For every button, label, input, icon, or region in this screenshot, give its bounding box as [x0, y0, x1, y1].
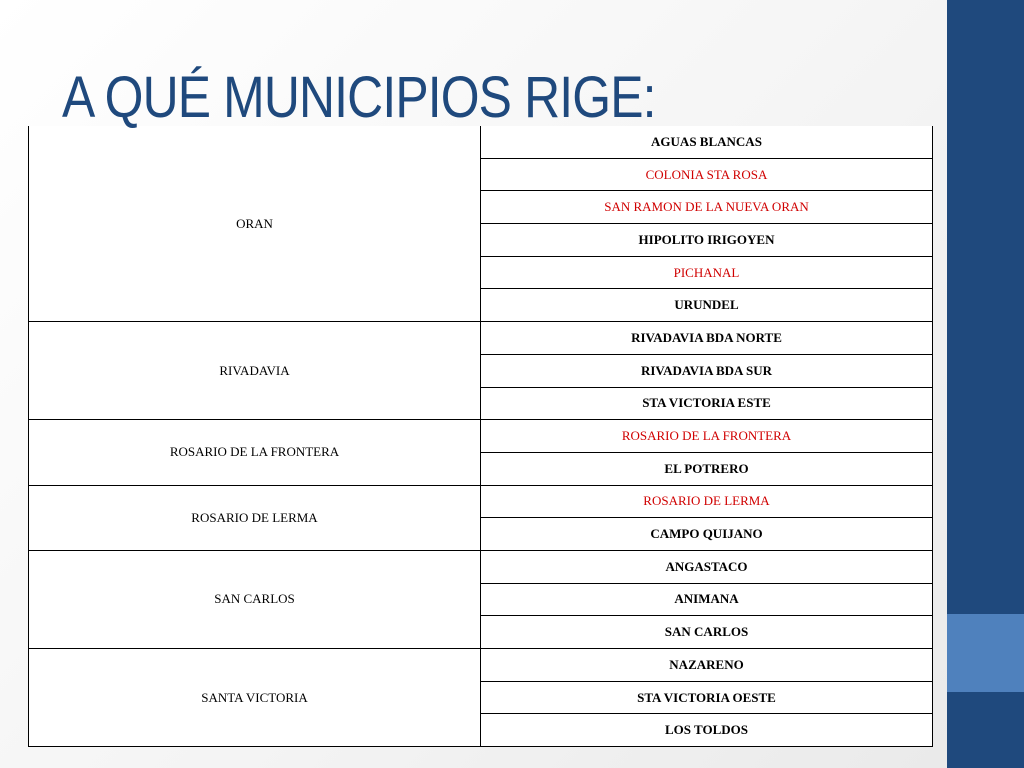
table-row	[29, 420, 933, 453]
department-cell: SAN CARLOS	[29, 550, 481, 648]
municipality-cell: PICHANAL	[481, 256, 933, 289]
municipality-cell: ROSARIO DE LERMA	[481, 485, 933, 518]
municipality-cell: ROSARIO DE LA FRONTERA	[481, 420, 933, 453]
municipality-cell: HIPOLITO IRIGOYEN	[481, 224, 933, 257]
municipality-cell: RIVADAVIA BDA SUR	[481, 354, 933, 387]
municipality-cell: SAN RAMON DE LA NUEVA ORAN	[481, 191, 933, 224]
municipality-cell: NAZARENO	[481, 649, 933, 682]
municipality-cell: URUNDEL	[481, 289, 933, 322]
municipality-cell: SAN CARLOS	[481, 616, 933, 649]
municipality-cell: AGUAS BLANCAS	[481, 126, 933, 158]
municipalities-table-container	[28, 126, 932, 747]
slide-title: A QUÉ MUNICIPIOS RIGE:	[62, 65, 656, 130]
municipality-cell: ANIMANA	[481, 583, 933, 616]
table-row	[29, 485, 933, 518]
municipality-cell: LOS TOLDOS	[481, 714, 933, 747]
department-cell: ORAN	[29, 126, 481, 322]
municipalities-table	[28, 126, 933, 747]
department-cell: RIVADAVIA	[29, 322, 481, 420]
department-cell: ROSARIO DE LA FRONTERA	[29, 420, 481, 485]
table-row	[29, 649, 933, 682]
right-band-accent	[947, 614, 1024, 692]
table-body	[29, 126, 933, 747]
municipality-cell: STA VICTORIA OESTE	[481, 681, 933, 714]
municipality-cell: STA VICTORIA ESTE	[481, 387, 933, 420]
department-cell: SANTA VICTORIA	[29, 649, 481, 747]
municipality-cell: RIVADAVIA BDA NORTE	[481, 322, 933, 355]
table-row	[29, 322, 933, 355]
municipality-cell: COLONIA STA ROSA	[481, 158, 933, 191]
department-cell: ROSARIO DE LERMA	[29, 485, 481, 550]
municipality-cell: CAMPO QUIJANO	[481, 518, 933, 551]
table-row	[29, 550, 933, 583]
municipality-cell: ANGASTACO	[481, 550, 933, 583]
municipality-cell: EL POTRERO	[481, 452, 933, 485]
